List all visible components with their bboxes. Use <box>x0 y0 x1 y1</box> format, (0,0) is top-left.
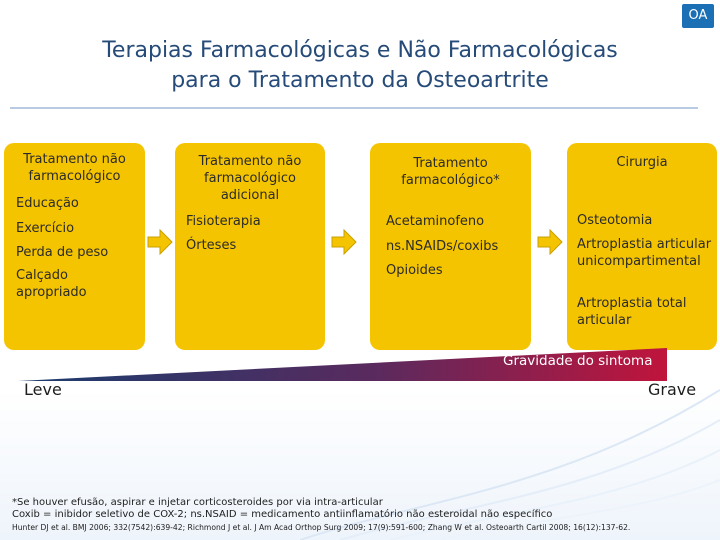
column-surgery <box>567 143 717 350</box>
scale-high-label: Grave <box>648 380 697 399</box>
column-heading: Tratamento farmacológico* <box>401 156 500 188</box>
list-item: Perda de peso <box>16 245 109 260</box>
list-item: Educação <box>16 196 79 211</box>
scale-low-label: Leve <box>24 380 62 399</box>
list-item: Opioides <box>386 263 443 278</box>
list-item: ns.NSAIDs/coxibs <box>386 239 499 254</box>
list-item: Órteses <box>186 238 237 253</box>
list-item: Artroplastia total articular <box>577 296 687 328</box>
arrow-right-icon <box>331 229 357 255</box>
list-item: Osteotomia <box>577 213 653 228</box>
page-title <box>60 36 660 96</box>
column-heading: Cirurgia <box>616 155 668 170</box>
column-pharm <box>370 143 531 350</box>
column-nonpharm-additional <box>175 143 325 350</box>
column-nonpharm <box>4 143 145 350</box>
title-divider <box>10 107 698 109</box>
severity-label: Gravidade do sintoma <box>503 353 653 369</box>
list-item: Fisioterapia <box>186 214 261 229</box>
list-item: Calçado apropriado <box>16 268 87 300</box>
oa-badge: OA <box>682 4 714 28</box>
title-line-2: para o Tratamento da Osteoartrite <box>171 68 549 93</box>
column-heading: Tratamento não farmacológico adicional <box>198 154 302 203</box>
references: Hunter DJ et al. BMJ 2006; 332(7542):639-42; Richmond J et al. J Am Acad Orthop Surg 2009; 17(9):591-600; Zhang W et al. Osteoarth Cartil 2008; 16(12):137-62. <box>12 523 631 532</box>
footnote-1: *Se houver efusão, aspirar e injetar corticosteroides por via intra-articular <box>12 497 383 508</box>
column-heading: Tratamento não farmacológico <box>23 152 126 184</box>
arrow-right-icon <box>147 229 173 255</box>
footnote-2: Coxib = inibidor seletivo de COX-2; ns.NSAID = medicamento antiinflamatório não esteroidal não específico <box>12 509 553 520</box>
list-item: Exercício <box>16 221 75 236</box>
arrow-right-icon <box>537 229 563 255</box>
list-item: Artroplastia articular unicompartimental <box>577 237 712 269</box>
list-item: Acetaminofeno <box>386 214 485 229</box>
title-line-1: Terapias Farmacológicas e Não Farmacológicas <box>102 38 618 63</box>
